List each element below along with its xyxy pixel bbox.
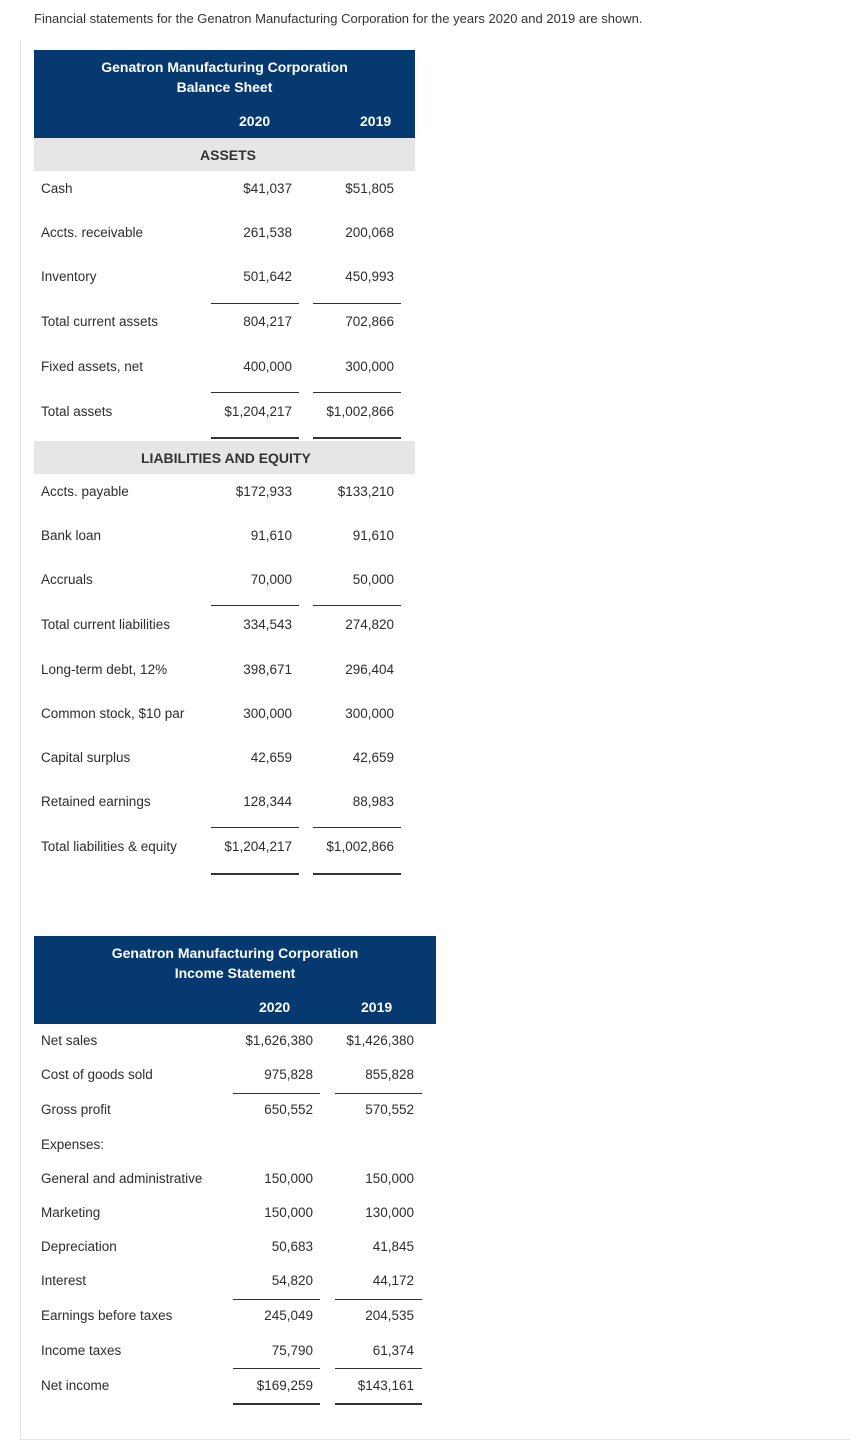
row-label: Accts. payable (41, 484, 129, 499)
balance-sheet-year-2019: 2019 (360, 113, 392, 129)
subtotal-rule (211, 303, 299, 304)
value-2020: 91,610 (250, 528, 292, 543)
table-row (0, 839, 850, 859)
row-label: Interest (41, 1273, 87, 1288)
subtotal-rule (313, 392, 401, 393)
value-2019: $143,161 (357, 1378, 414, 1393)
table-row (0, 225, 850, 245)
value-2020: 150,000 (264, 1171, 313, 1186)
value-2020: 398,671 (243, 662, 292, 677)
value-2019: 702,866 (345, 314, 394, 329)
value-2020: 400,000 (243, 359, 292, 374)
value-2020: 650,552 (264, 1102, 313, 1117)
value-2019: 570,552 (365, 1102, 414, 1117)
value-2020: $41,037 (243, 181, 292, 196)
row-label: General and administrative (41, 1171, 203, 1186)
value-2019: $1,002,866 (326, 404, 394, 419)
subtotal-rule (233, 1299, 320, 1300)
table-row (0, 181, 850, 201)
value-2019: 296,404 (345, 662, 394, 677)
income-statement-title: Genatron Manufacturing Corporation (111, 945, 359, 961)
frame-border-bottom (20, 1439, 850, 1440)
row-label: Accts. receivable (41, 225, 144, 240)
value-2020: $169,259 (256, 1378, 313, 1393)
value-2019: 50,000 (352, 572, 394, 587)
table-row (0, 269, 850, 289)
value-2019: 91,610 (352, 528, 394, 543)
value-2019: 300,000 (345, 359, 394, 374)
table-row (0, 1102, 850, 1122)
table-row (0, 1308, 850, 1328)
subtotal-rule (313, 303, 401, 304)
subtotal-rule (211, 827, 299, 828)
value-2019: 204,535 (365, 1308, 414, 1323)
value-2019: 130,000 (365, 1205, 414, 1220)
subtotal-rule (313, 605, 401, 606)
value-2019: $51,805 (345, 181, 394, 196)
table-row (0, 572, 850, 592)
table-row (0, 1273, 850, 1293)
table-row (0, 1067, 850, 1087)
table-row (0, 750, 850, 770)
row-label: Bank loan (41, 528, 102, 543)
row-label: Total liabilities & equity (41, 839, 177, 854)
row-label: Net income (41, 1378, 110, 1393)
income-statement-subtitle: Income Statement (174, 965, 296, 981)
value-2020: $1,204,217 (224, 839, 292, 854)
row-label: Gross profit (41, 1102, 111, 1117)
value-2020: $172,933 (235, 484, 292, 499)
table-row (0, 1378, 850, 1398)
assets-section-header: ASSETS (34, 138, 415, 171)
value-2019: 61,374 (372, 1343, 414, 1358)
value-2019: $1,426,380 (346, 1033, 414, 1048)
value-2019: 855,828 (365, 1067, 414, 1082)
total-rule (211, 437, 299, 439)
value-2019: 300,000 (345, 706, 394, 721)
intro-text: Financial statements for the Genatron Manufacturing Corporation for the years 2020 and 2019 are shown. (34, 11, 643, 26)
value-2019: 450,993 (345, 269, 394, 284)
row-label: Cost of goods sold (41, 1067, 153, 1082)
value-2019: $133,210 (337, 484, 394, 499)
value-2019: 200,068 (345, 225, 394, 240)
income-statement-year-2019: 2019 (361, 999, 393, 1015)
total-rule (233, 1403, 320, 1405)
value-2020: 54,820 (271, 1273, 313, 1288)
income-statement-header (34, 936, 436, 1024)
value-2019: 88,983 (352, 794, 394, 809)
row-label: Income taxes (41, 1343, 122, 1358)
value-2020: 245,049 (264, 1308, 313, 1323)
subtotal-rule (233, 1093, 320, 1094)
row-label: Fixed assets, net (41, 359, 144, 374)
row-label: Long-term debt, 12% (41, 662, 168, 677)
value-2020: $1,204,217 (224, 404, 292, 419)
table-row (0, 484, 850, 504)
value-2020: 150,000 (264, 1205, 313, 1220)
row-label: Retained earnings (41, 794, 151, 809)
value-2020: 70,000 (250, 572, 292, 587)
total-rule (313, 437, 401, 439)
subtotal-rule (335, 1093, 422, 1094)
subtotal-rule (335, 1368, 422, 1369)
balance-sheet-subtitle: Balance Sheet (176, 79, 273, 95)
table-row (0, 1239, 850, 1259)
table-row (0, 1343, 850, 1363)
table-row (0, 528, 850, 548)
balance-sheet-title: Genatron Manufacturing Corporation (101, 59, 348, 75)
row-label: Marketing (41, 1205, 101, 1220)
value-2019: 41,845 (372, 1239, 414, 1254)
table-row (0, 404, 850, 424)
value-2019: 274,820 (345, 617, 394, 632)
row-label: Expenses: (41, 1137, 105, 1152)
subtotal-rule (211, 392, 299, 393)
table-row (0, 1205, 850, 1225)
value-2020: 300,000 (243, 706, 292, 721)
row-label: Inventory (41, 269, 97, 284)
total-rule (335, 1403, 422, 1405)
table-row (0, 794, 850, 814)
value-2019: 42,659 (352, 750, 394, 765)
subtotal-rule (335, 1299, 422, 1300)
total-rule (211, 873, 299, 875)
row-label: Earnings before taxes (41, 1308, 173, 1323)
income-statement-year-2020: 2020 (259, 999, 291, 1015)
value-2020: $1,626,380 (245, 1033, 313, 1048)
value-2020: 75,790 (271, 1343, 313, 1358)
value-2020: 128,344 (243, 794, 292, 809)
balance-sheet-header (34, 50, 415, 138)
table-row (0, 359, 850, 379)
frame-border-left (20, 40, 21, 1440)
subtotal-rule (313, 827, 401, 828)
row-label: Cash (41, 181, 73, 196)
row-label: Depreciation (41, 1239, 117, 1254)
value-2019: $1,002,866 (326, 839, 394, 854)
row-label: Total current liabilities (41, 617, 171, 632)
value-2020: 975,828 (264, 1067, 313, 1082)
value-2020: 334,543 (243, 617, 292, 632)
table-row (0, 617, 850, 637)
row-label: Capital surplus (41, 750, 131, 765)
table-row (0, 1033, 850, 1053)
value-2019: 150,000 (365, 1171, 414, 1186)
row-label: Net sales (41, 1033, 98, 1048)
value-2020: 261,538 (243, 225, 292, 240)
value-2020: 501,642 (243, 269, 292, 284)
row-label: Total current assets (41, 314, 159, 329)
subtotal-rule (233, 1368, 320, 1369)
table-row (0, 706, 850, 726)
table-row (0, 1137, 850, 1157)
row-label: Common stock, $10 par (41, 706, 185, 721)
value-2019: 44,172 (372, 1273, 414, 1288)
total-rule (313, 873, 401, 875)
row-label: Total assets (41, 404, 113, 419)
value-2020: 804,217 (243, 314, 292, 329)
balance-sheet-year-2020: 2020 (239, 113, 271, 129)
table-row (0, 662, 850, 682)
table-row (0, 1171, 850, 1191)
table-row (0, 314, 850, 334)
subtotal-rule (211, 605, 299, 606)
value-2020: 50,683 (271, 1239, 313, 1254)
value-2020: 42,659 (250, 750, 292, 765)
liabilities-section-header: LIABILITIES AND EQUITY (34, 441, 415, 474)
row-label: Accruals (41, 572, 93, 587)
